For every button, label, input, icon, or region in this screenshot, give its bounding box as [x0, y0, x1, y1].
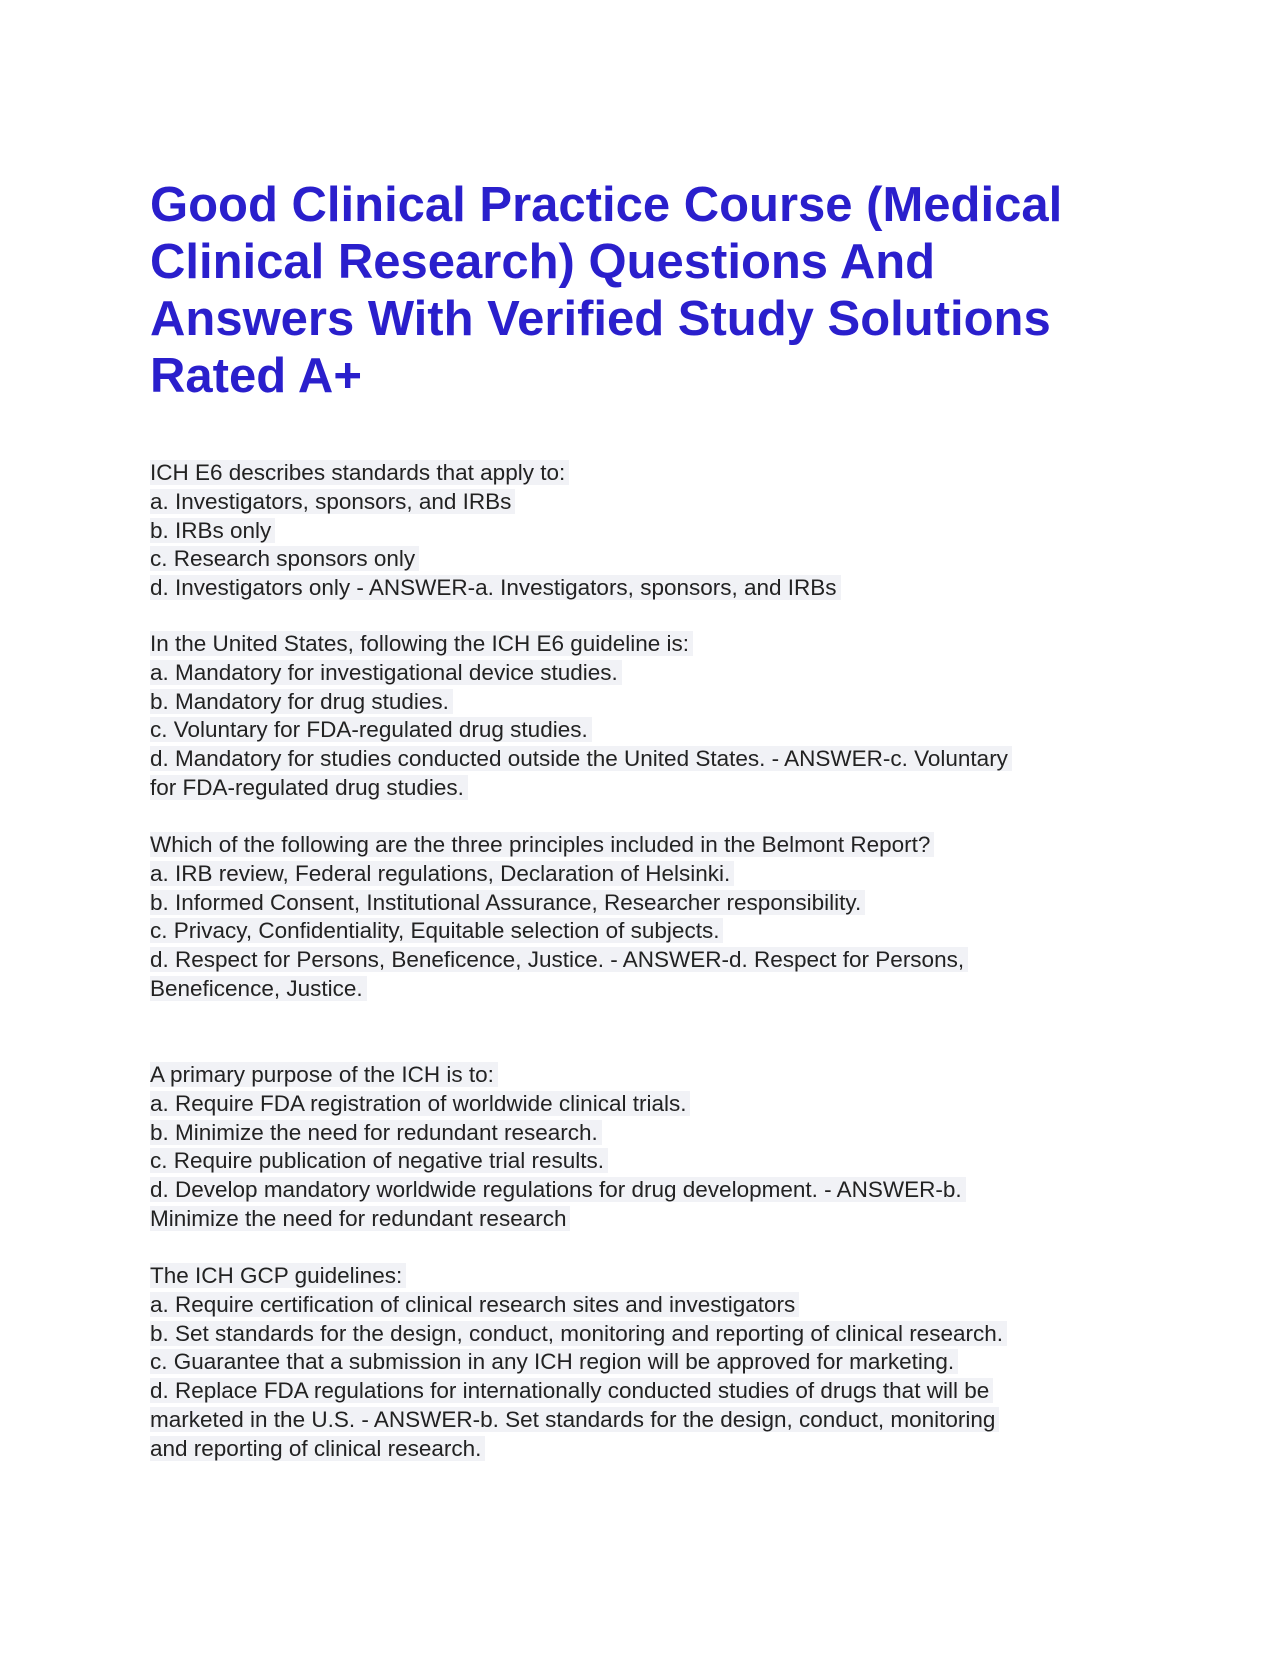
- answer-option: c. Guarantee that a submission in any ICH region will be approved for marketing.: [150, 1348, 1150, 1377]
- answer-option-with-answer: d. Investigators only - ANSWER-a. Investigators, sponsors, and IRBs: [150, 574, 1150, 603]
- question-text: A primary purpose of the ICH is to:: [150, 1061, 1150, 1090]
- answer-option: b. Set standards for the design, conduct, monitoring and reporting of clinical research.: [150, 1320, 1150, 1349]
- answer-option: a. Mandatory for investigational device studies.: [150, 659, 1150, 688]
- answer-option: d. Replace FDA regulations for internationally conducted studies of drugs that will be: [150, 1377, 1150, 1406]
- answer-continuation: Minimize the need for redundant research: [150, 1205, 1150, 1234]
- title-line: Good Clinical Practice Course (Medical: [150, 178, 1063, 232]
- answer-continuation-with-answer: marketed in the U.S. - ANSWER-b. Set standards for the design, conduct, monitoring: [150, 1406, 1150, 1435]
- answer-option: c. Research sponsors only: [150, 545, 1150, 574]
- answer-option: b. Informed Consent, Institutional Assurance, Researcher responsibility.: [150, 889, 1150, 918]
- question-block-2: [150, 630, 1150, 803]
- title-line: Rated A+: [150, 349, 362, 403]
- question-text: Which of the following are the three principles included in the Belmont Report?: [150, 831, 1150, 860]
- answer-option: b. IRBs only: [150, 517, 1150, 546]
- answer-option: a. IRB review, Federal regulations, Declaration of Helsinki.: [150, 860, 1150, 889]
- title-line: Clinical Research) Questions And: [150, 235, 936, 289]
- question-text: The ICH GCP guidelines:: [150, 1262, 1150, 1291]
- answer-option: c. Require publication of negative trial results.: [150, 1147, 1150, 1176]
- answer-option: a. Require certification of clinical research sites and investigators: [150, 1291, 1150, 1320]
- answer-option: c. Privacy, Confidentiality, Equitable selection of subjects.: [150, 917, 1150, 946]
- answer-option: b. Minimize the need for redundant research.: [150, 1119, 1150, 1148]
- answer-continuation: Beneficence, Justice.: [150, 975, 1150, 1004]
- question-text: ICH E6 describes standards that apply to:: [150, 459, 1150, 488]
- answer-option: b. Mandatory for drug studies.: [150, 688, 1150, 717]
- answer-option: c. Voluntary for FDA-regulated drug studies.: [150, 716, 1150, 745]
- answer-continuation: for FDA-regulated drug studies.: [150, 774, 1150, 803]
- question-block-1: [150, 459, 1150, 603]
- title-line: Answers With Verified Study Solutions: [150, 292, 1051, 346]
- question-block-4: [150, 1061, 1150, 1234]
- question-block-5: [150, 1262, 1150, 1464]
- question-text: In the United States, following the ICH E6 guideline is:: [150, 630, 1150, 659]
- answer-option: a. Investigators, sponsors, and IRBs: [150, 488, 1150, 517]
- answer-continuation: and reporting of clinical research.: [150, 1435, 1150, 1464]
- answer-option-with-answer: d. Develop mandatory worldwide regulations for drug development. - ANSWER-b.: [150, 1176, 1150, 1205]
- question-block-3: [150, 831, 1150, 1004]
- answer-option-with-answer: d. Mandatory for studies conducted outside the United States. - ANSWER-c. Voluntary: [150, 745, 1150, 774]
- document-title: [150, 177, 1150, 405]
- answer-option-with-answer: d. Respect for Persons, Beneficence, Justice. - ANSWER-d. Respect for Persons,: [150, 946, 1150, 975]
- answer-option: a. Require FDA registration of worldwide clinical trials.: [150, 1090, 1150, 1119]
